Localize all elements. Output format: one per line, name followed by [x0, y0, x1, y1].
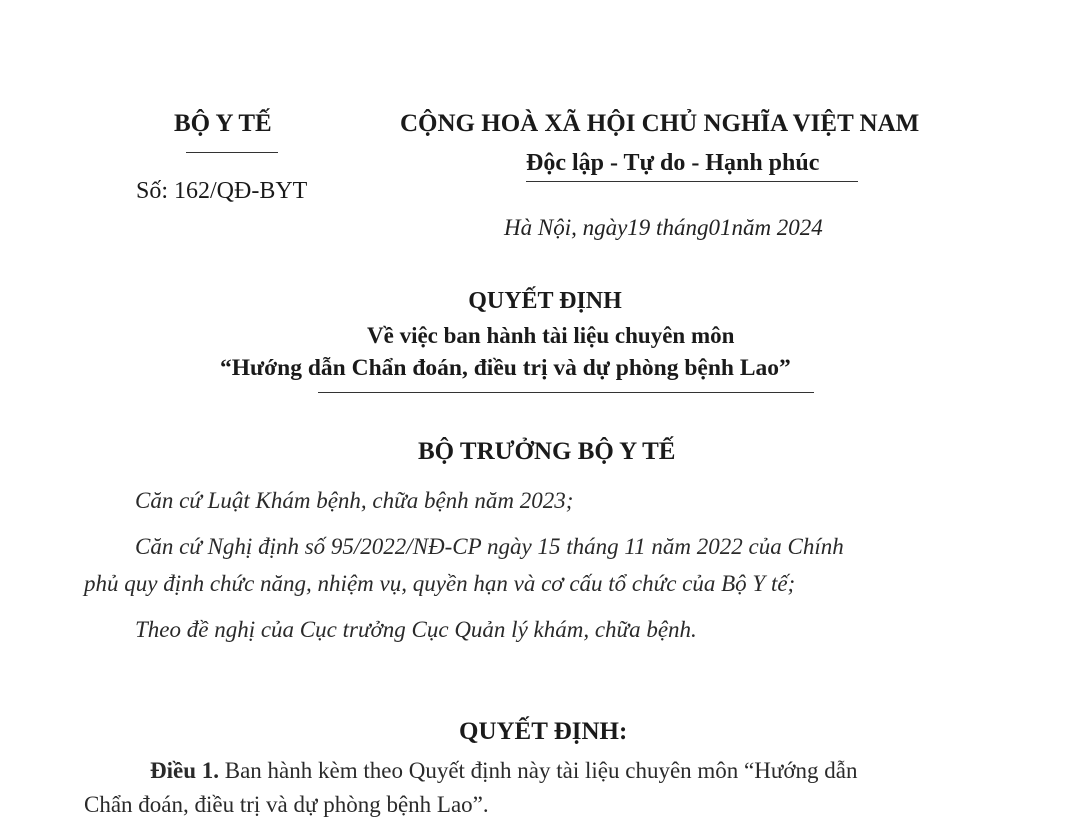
- national-motto: Độc lập - Tự do - Hạnh phúc: [526, 150, 820, 176]
- article-1-line-1: [150, 758, 857, 784]
- document-number: Số: 162/QĐ-BYT: [136, 178, 308, 204]
- nation-title: CỘNG HOÀ XÃ HỘI CHỦ NGHĨA VIỆT NAM: [400, 110, 920, 137]
- ministry-underline: [186, 152, 278, 153]
- legal-basis-2-line-2: phủ quy định chức năng, nhiệm vụ, quyền hạn và cơ cấu tổ chức của Bộ Y tế;: [84, 571, 796, 596]
- decision-heading: QUYẾT ĐỊNH:: [459, 718, 628, 745]
- legal-basis-3: Theo đề nghị của Cục trưởng Cục Quản lý khám, chữa bệnh.: [135, 617, 697, 642]
- legal-basis-1: Căn cứ Luật Khám bệnh, chữa bệnh năm 2023;: [135, 488, 574, 513]
- legal-basis-2-line-1: Căn cứ Nghị định số 95/2022/NĐ-CP ngày 15 tháng 11 năm 2022 của Chính: [135, 534, 844, 559]
- motto-underline: [526, 181, 858, 182]
- article-1-text: Ban hành kèm theo Quyết định này tài liệu chuyên môn “Hướng dẫn: [219, 758, 858, 783]
- subject-line-2: “Hướng dẫn Chẩn đoán, điều trị và dự phòng bệnh Lao”: [220, 355, 791, 381]
- subject-line-1: Về việc ban hành tài liệu chuyên môn: [367, 323, 735, 348]
- document-type-title: QUYẾT ĐỊNH: [468, 288, 622, 314]
- place-date: Hà Nội, ngày19 tháng01năm 2024: [504, 215, 823, 240]
- article-1-label: Điều 1.: [150, 758, 219, 783]
- ministry-name: BỘ Y TẾ: [174, 110, 272, 137]
- title-underline: [318, 392, 814, 393]
- issuer-title: BỘ TRƯỞNG BỘ Y TẾ: [418, 438, 676, 465]
- article-1-line-2: Chẩn đoán, điều trị và dự phòng bệnh Lao”.: [84, 792, 489, 817]
